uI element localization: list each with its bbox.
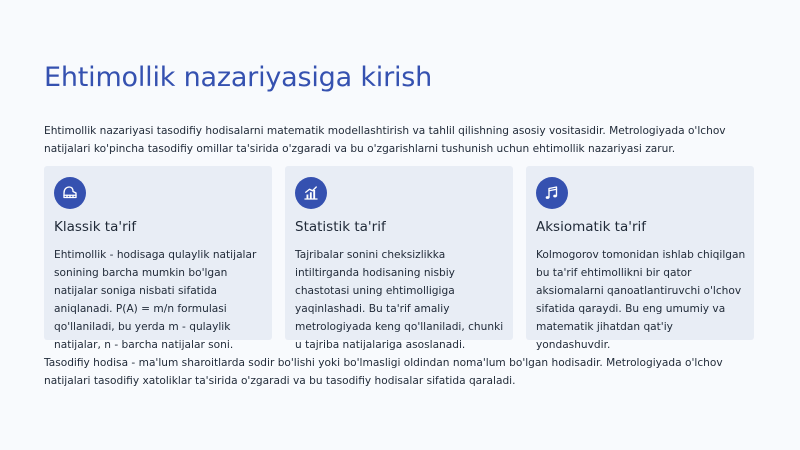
card-title: Aksiomatik ta'rif <box>536 219 647 235</box>
card-text: Ehtimollik - hodisaga qulaylik natijalar sonining barcha mumkin bo'lgan natijalar soniga nisbati sifatida aniqlanadi. P(A) = m/n formulasi qo'llaniladi, bu yerda m - qulaylik natijalar, n - barcha natijalar soni. <box>54 249 257 351</box>
card-text: Kolmogorov tomonidan ishlab chiqilgan bu ta'rif ehtimollikni bir qator aksiomalarni qanoatlantiruvchi o'lchov sifatida qaraydi. Bu eng umumiy va matematik jihatdan qat'iy yondashuvdir. <box>536 249 746 351</box>
card-text: Tajribalar sonini cheksizlikka intiltirganda hodisaning nisbiy chastotasi uning ehtimolligiga yaqinlashadi. Bu ta'rif amaliy metrologiyada keng qo'llaniladi, chunki u tajriba natijalariga asoslanadi. <box>295 249 504 351</box>
card-statistical-definition <box>285 166 513 351</box>
piano-icon <box>54 177 86 209</box>
page-title: Ehtimollik nazariyasiga kirish <box>44 62 433 93</box>
music-notes-icon <box>536 177 568 209</box>
card-title: Klassik ta'rif <box>54 219 137 235</box>
intro-paragraph: Ehtimollik nazariyasi tasodifiy hodisalarni matematik modellashtirish va tahlil qilishning asosiy vositasidir. Metrologiyada o'lchov natijalari ko'pincha tasodifiy omillar ta'sirida o'zgaradi va bu o'zgarishlarni tushunish uchun ehtimollik nazariyasi zarur. <box>44 125 726 155</box>
card-title: Statistik ta'rif <box>295 219 386 235</box>
card-classic-definition <box>44 166 272 351</box>
chart-icon <box>295 177 327 209</box>
outro-paragraph: Tasodifiy hodisa - ma'lum sharoitlarda sodir bo'lishi yoki bo'lmasligi oldindan noma'lum bo'lgan hodisadir. Metrologiyada o'lchov natijalari tasodifiy xatoliklar ta'sirida o'zgaradi va bu tasodifiy hodisalar sifatida qaraladi. <box>44 357 723 387</box>
card-axiomatic-definition <box>526 166 754 351</box>
